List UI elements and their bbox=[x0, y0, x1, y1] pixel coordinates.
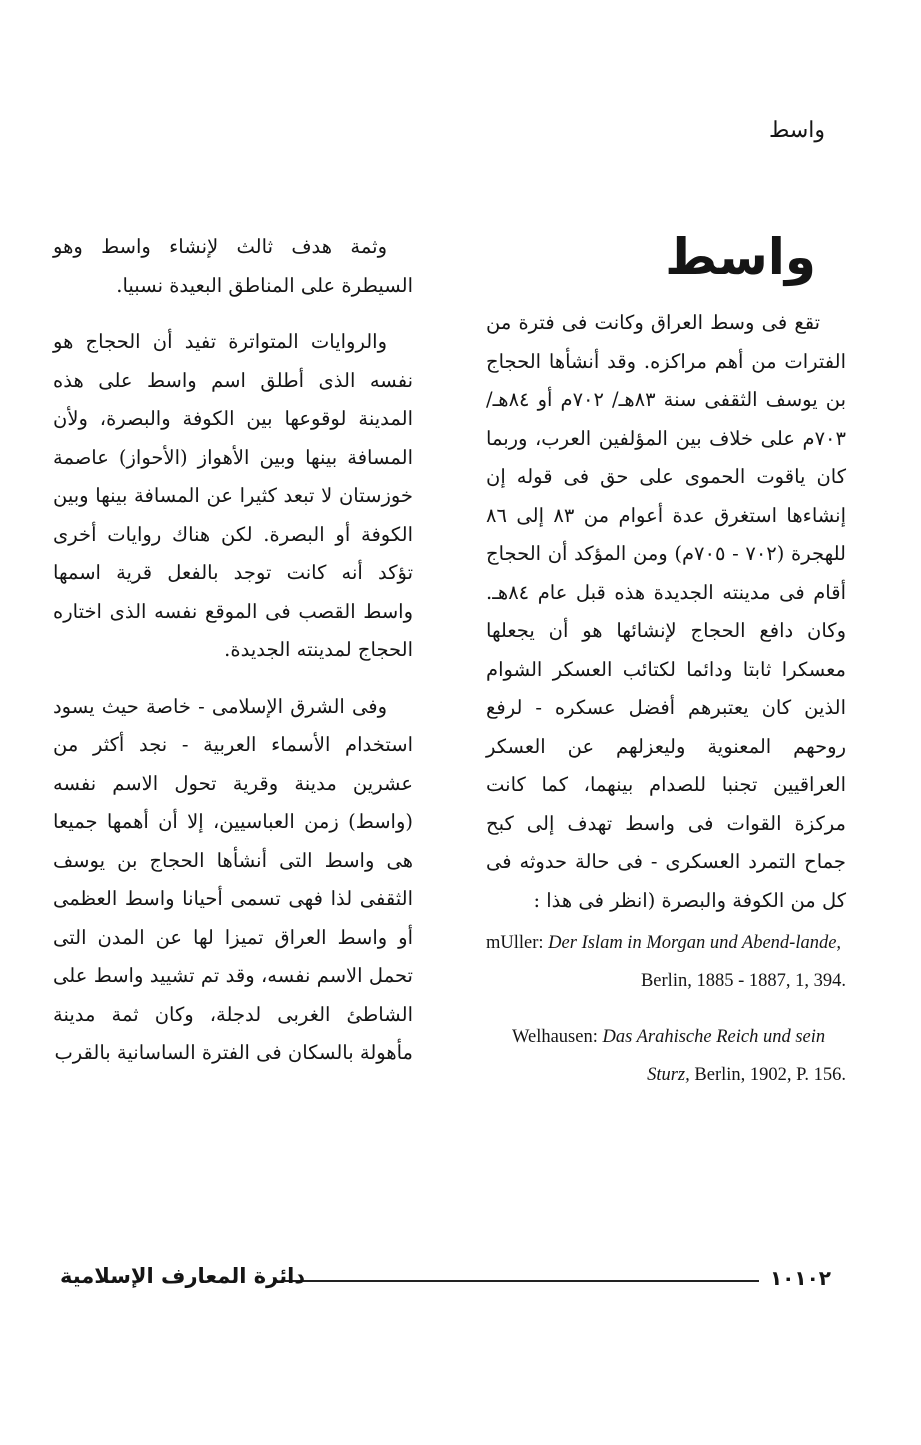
ref-title: Das Arahische Reich und sein Sturz, bbox=[602, 1027, 826, 1085]
page-footer bbox=[60, 1262, 831, 1294]
ref-details: Berlin, 1902, P. 156. bbox=[694, 1065, 846, 1085]
ref-author: Welhausen: bbox=[512, 1027, 598, 1047]
running-head: واسط bbox=[768, 118, 825, 143]
reference-welhausen bbox=[486, 1018, 846, 1094]
right-paragraph: تقع فى وسط العراق وكانت فى فترة من الفترات من أهم مراكزه. وقد أنشأها الحجاج بن يوسف الثقفى سنة ٨٣هـ/ ٧٠٢م أو ٨٤هـ/ ٧٠٣م على خلاف بين المؤلفين العرب، وربما كان ياقوت الحموى على حق فى قوله إن إنشاءها استغرق عدة أعوام من ٨٣ إلى ٨٦ للهجرة (٧٠٢ - ٧٠٥م) ومن المؤكد أن الحجاج أقام فى مدينته الجديدة هذه قبل عام ٨٤هـ. وكان دافع الحجاج لإنشائها هو أن يجعلها معسكرا ثابتا ودائما لكتائب العسكر الشوام الذين كان يعتبرهم أفضل عسكره - لرفع روحهم المعنوية وليعزلهم عن العسكر العراقيين تجنبا للصدام بينهما، كما كانت مركزة القوات فى واسط تهدف إلى كبح جماح التمرد العسكرى - فى حالة حدوثه فى كل من الكوفة والبصرة (انظر فى هذا : bbox=[486, 311, 847, 912]
left-column bbox=[53, 228, 413, 1073]
ref-details: Berlin, 1885 - 1887, 1, 394. bbox=[640, 971, 846, 991]
left-paragraph-2: والروايات المتواترة تفيد أن الحجاج هو نفسه الذى أطلق اسم واسط على هذه المدينة لوقوعها بين الكوفة والبصرة، ولأن المسافة بينها وبين الأهواز (الأحواز) عاصمة خوزستان لا تبعد كثيرا عن المسافة بينها وبين الكوفة أو البصرة. لكن هناك روايات أخرى تؤكد أنه كانت توجد بالفعل قرية اسمها واسط القصب فى الموقع نفسه الذى اختاره الحجاج لمدينته الجديدة. bbox=[53, 330, 413, 661]
left-paragraph-1: وثمة هدف ثالث لإنشاء واسط وهو السيطرة على المناطق البعيدة نسبيا. bbox=[53, 235, 413, 297]
ref-author: mUller: bbox=[486, 933, 544, 953]
article-title: واسط bbox=[665, 228, 816, 286]
left-paragraph-3: وفى الشرق الإسلامى - خاصة حيث يسود استخدام الأسماء العربية - نجد أكثر من عشرين مدينة وقرية تحول الاسم نفسه (واسط) زمن العباسيين، إلا أن أهمها جميعا هى واسط التى أنشأها الحجاج بن يوسف الثقفى لذا فهى تسمى أحيانا واسط العظمى أو واسط العراق تميزا لها عن المدن التى تحمل الاسم نفسه، وقد تم تشييد واسط على الشاطئ الغربى لدجلة، وكان ثمة مدينة مأهولة بالسكان فى الفترة الساسانية بالقرب bbox=[53, 694, 413, 1064]
page-number: ١٠١٠٢ bbox=[769, 1266, 831, 1290]
ref-title: Der Islam in Morgan und Abend-lande, bbox=[548, 933, 842, 953]
publication-title: دائرة المعارف الإسلامية bbox=[60, 1264, 306, 1288]
reference-muller bbox=[486, 924, 846, 1000]
footer-rule bbox=[285, 1280, 759, 1282]
right-column bbox=[486, 225, 846, 1094]
